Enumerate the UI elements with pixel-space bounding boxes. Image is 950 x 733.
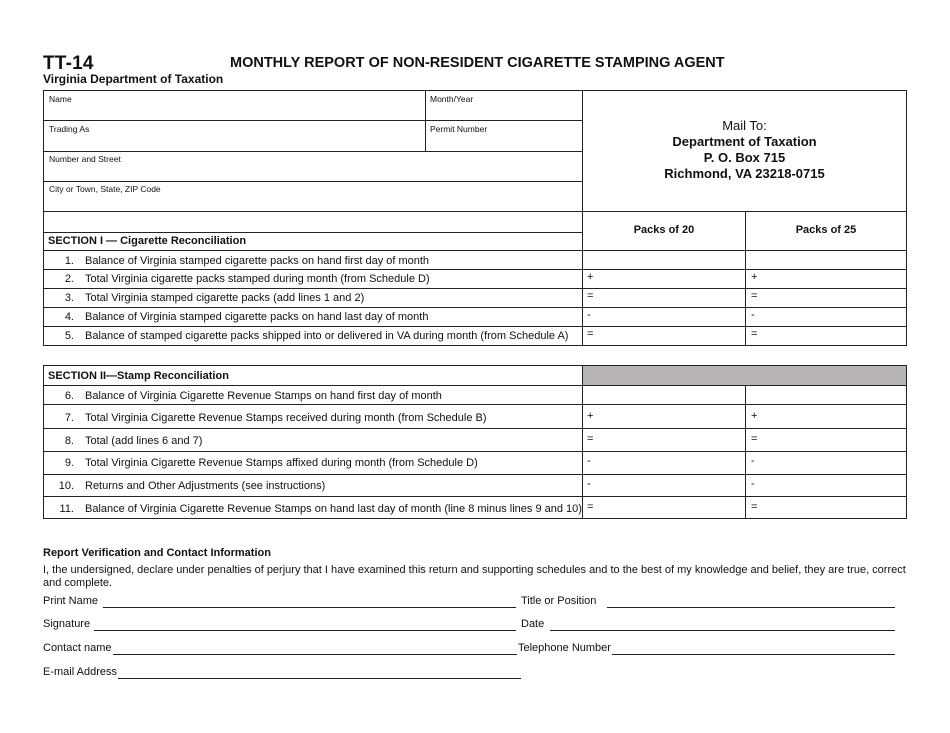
line-4-label <box>48 311 428 323</box>
print-name-label: Print Name <box>43 595 99 607</box>
line-number: 2. <box>64 273 74 285</box>
line-9-label <box>48 457 478 469</box>
line-1-label <box>48 255 429 267</box>
line-description: Total Virginia cigarette packs stamped during month (from Schedule D) <box>85 273 430 285</box>
telephone-label: Telephone Number <box>518 642 611 654</box>
section1-title: SECTION I — Cigarette Reconciliation <box>48 235 247 247</box>
line-number: 1. <box>64 255 74 267</box>
mail-to-city: Richmond, VA 23218-0715 <box>664 166 825 181</box>
print-name-field[interactable] <box>103 607 516 608</box>
line-8-label <box>48 435 202 447</box>
line-6-label <box>48 390 442 402</box>
line-description: Balance of Virginia stamped cigarette packs on hand first day of month <box>85 255 430 267</box>
section2-shaded-header <box>583 366 906 385</box>
line-4-packs20-input[interactable]: - <box>587 309 591 321</box>
line-3-packs20-input[interactable]: = <box>587 290 594 302</box>
verification-title: Report Verification and Contact Information <box>43 547 271 559</box>
line-description: Balance of Virginia stamped cigarette packs on hand last day of month <box>85 311 429 323</box>
mail-to-po-box: P. O. Box 715 <box>703 150 786 165</box>
line-7-packs20-input[interactable]: + <box>587 410 594 422</box>
form-id: TT-14 <box>43 53 94 74</box>
mail-to-block <box>583 118 906 182</box>
line-8-packs20-input[interactable]: = <box>587 433 594 445</box>
line-2-packs25-input[interactable]: + <box>751 271 758 283</box>
telephone-field[interactable] <box>612 654 895 655</box>
email-field[interactable] <box>118 678 521 679</box>
line-number: 6. <box>64 390 74 402</box>
line-7-label <box>48 412 487 424</box>
line-description: Total Virginia Cigarette Revenue Stamps affixed during month (from Schedule D) <box>85 457 478 469</box>
verification-declaration: I, the undersigned, declare under penalties of perjury that I have examined this return and supporting schedules and to the best of my knowledge and belief, they are true, correct and complete. <box>43 564 906 589</box>
line-3-packs25-input[interactable]: = <box>751 290 758 302</box>
line-5-packs20-input[interactable]: = <box>587 328 594 340</box>
line-11-packs20-input[interactable]: = <box>587 501 594 513</box>
email-label: E-mail Address <box>43 666 117 678</box>
line-number: 11. <box>59 503 74 515</box>
line-5-label <box>48 330 568 342</box>
line-number: 3. <box>64 292 74 304</box>
line-5-packs25-input[interactable]: = <box>751 328 758 340</box>
line-4-packs25-input[interactable]: - <box>751 309 755 321</box>
line-description: Balance of Virginia Cigarette Revenue Stamps on hand first day of month <box>85 390 442 402</box>
line-number: 4. <box>64 311 74 323</box>
line-2-label <box>48 273 430 285</box>
line-description: Balance of Virginia Cigarette Revenue Stamps on hand last day of month (line 8 minus lines 9 and 10) <box>85 503 582 515</box>
line-number: 5. <box>64 330 74 342</box>
line-10-label <box>48 480 325 492</box>
line-number: 9. <box>64 457 74 469</box>
contact-name-field[interactable] <box>113 654 517 655</box>
line-10-packs25-input[interactable]: - <box>751 478 755 490</box>
signature-field[interactable] <box>94 630 516 631</box>
date-label: Date <box>521 618 545 630</box>
title-position-label: Title or Position <box>521 595 597 607</box>
line-description: Balance of stamped cigarette packs shipped into or delivered in VA during month (from Schedule A) <box>85 330 569 342</box>
title-position-field[interactable] <box>607 607 895 608</box>
mail-to-department: Department of Taxation <box>672 134 817 149</box>
month-year-field[interactable]: Month/Year <box>430 94 474 104</box>
line-description: Total Virginia Cigarette Revenue Stamps received during month (from Schedule B) <box>85 412 487 424</box>
line-11-packs25-input[interactable]: = <box>751 501 758 513</box>
permit-number-field[interactable]: Permit Number <box>430 124 488 134</box>
line-9-packs25-input[interactable]: - <box>751 455 755 467</box>
street-field[interactable]: Number and Street <box>49 154 121 164</box>
city-state-zip-field[interactable]: City or Town, State, ZIP Code <box>49 184 161 194</box>
column-packs-of-25: Packs of 25 <box>795 224 857 236</box>
line-11-label <box>48 503 582 515</box>
date-field[interactable] <box>550 630 895 631</box>
line-2-packs20-input[interactable]: + <box>587 271 594 283</box>
agency-name: Virginia Department of Taxation <box>43 72 224 86</box>
form-title: MONTHLY REPORT OF NON-RESIDENT CIGARETTE STAMPING AGENT <box>230 55 725 71</box>
line-8-packs25-input[interactable]: = <box>751 433 758 445</box>
signature-label: Signature <box>43 618 91 630</box>
line-description: Total (add lines 6 and 7) <box>85 435 203 447</box>
line-7-packs25-input[interactable]: + <box>751 410 758 422</box>
name-field[interactable]: Name <box>49 94 72 104</box>
contact-name-label: Contact name <box>43 642 112 654</box>
line-number: 10. <box>58 480 74 492</box>
trading-as-field[interactable]: Trading As <box>49 124 90 134</box>
line-10-packs20-input[interactable]: - <box>587 478 591 490</box>
line-description: Returns and Other Adjustments (see instructions) <box>85 480 326 492</box>
mail-to-label: Mail To: <box>722 118 767 133</box>
line-number: 8. <box>64 435 74 447</box>
section2-title: SECTION II—Stamp Reconciliation <box>48 370 229 382</box>
line-9-packs20-input[interactable]: - <box>587 455 591 467</box>
line-3-label <box>48 292 364 304</box>
line-description: Total Virginia stamped cigarette packs (add lines 1 and 2) <box>85 292 365 304</box>
line-number: 7. <box>64 412 74 424</box>
column-packs-of-20: Packs of 20 <box>633 224 695 236</box>
